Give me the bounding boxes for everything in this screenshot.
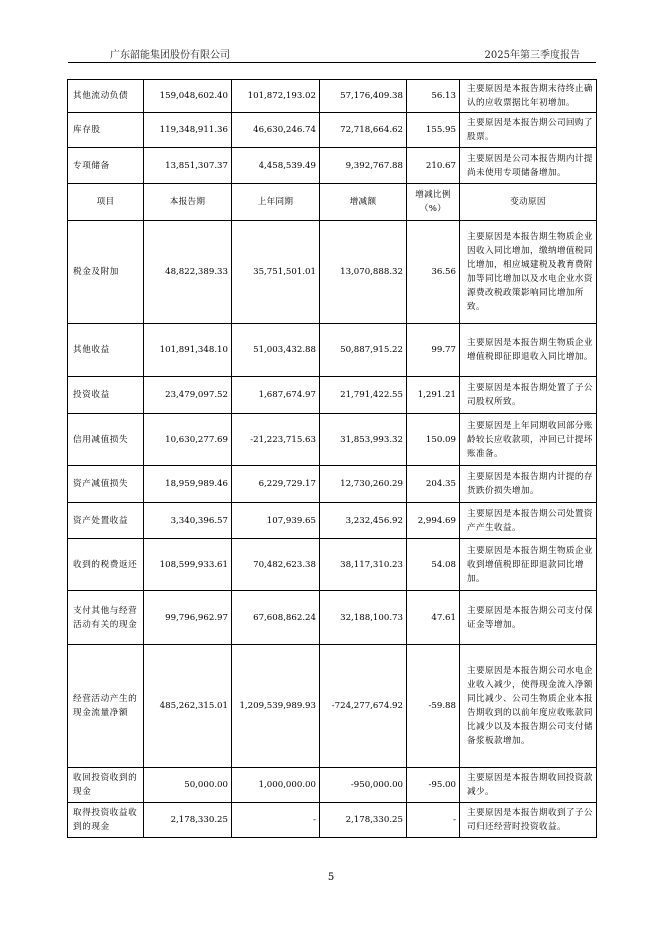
- row-change: -950,000.00: [320, 768, 407, 803]
- table-row: [68, 221, 597, 324]
- row-prior: 101,872,193.02: [232, 80, 320, 113]
- row-pct: -59.88: [407, 645, 460, 768]
- row-current: 101,891,348.10: [144, 324, 232, 377]
- table-row: [68, 539, 597, 591]
- col-item-header: 项目: [68, 184, 144, 221]
- table-row: [68, 324, 597, 377]
- row-current: 108,599,933.61: [144, 539, 232, 591]
- row-item: 收到的税费返还: [68, 539, 144, 591]
- row-pct: -: [407, 803, 460, 838]
- row-prior: 4,458,539.49: [232, 148, 320, 184]
- row-reason: 主要原因是本报告期收到了子公司归还经营时投资收益。: [460, 803, 597, 838]
- row-item: 收回投资收到的现金: [68, 768, 144, 803]
- row-current: 485,262,315.01: [144, 645, 232, 768]
- row-item: 资产减值损失: [68, 466, 144, 503]
- row-current: 10,630,277.69: [144, 414, 232, 466]
- table-row: [68, 591, 597, 645]
- row-reason: 主要原因是本报告期公司水电企业收入减少，使得现金流入净额同比减少、公司生物质企业本报告期收到的以前年度应收账款同比减少以及本报告期公司支付储备浆板款增加。: [460, 645, 597, 768]
- row-current: 159,048,602.40: [144, 80, 232, 113]
- row-item: 专项储备: [68, 148, 144, 184]
- row-item: 经营活动产生的现金流量净额: [68, 645, 144, 768]
- row-item: 取得投资收益收到的现金: [68, 803, 144, 838]
- table-row: [68, 148, 597, 184]
- row-item: 税金及附加: [68, 221, 144, 324]
- table-row: [68, 803, 597, 838]
- row-change: 13,070,888.32: [320, 221, 407, 324]
- row-item: 其他流动负债: [68, 80, 144, 113]
- row-change: 2,178,330.25: [320, 803, 407, 838]
- row-pct: 155.95: [407, 113, 460, 148]
- row-current: 48,822,389.33: [144, 221, 232, 324]
- col-current-header: 本报告期: [144, 184, 232, 221]
- row-prior: 1,687,674.97: [232, 377, 320, 414]
- row-change: 38,117,310.23: [320, 539, 407, 591]
- row-pct: 56.13: [407, 80, 460, 113]
- row-current: 23,479,097.52: [144, 377, 232, 414]
- row-change: -724,277,674.92: [320, 645, 407, 768]
- row-reason: 主要原因是本报告期生物质企业增值税即征即退收入同比增加。: [460, 324, 597, 377]
- page-number: 5: [327, 872, 335, 883]
- row-current: 50,000.00: [144, 768, 232, 803]
- row-pct: 2,994.69: [407, 503, 460, 539]
- row-prior: 1,000,000.00: [232, 768, 320, 803]
- row-reason: 主要原因是上年同期收回部分账龄较长应收款项，冲回已计提坏账准备。: [460, 414, 597, 466]
- table-row: [68, 503, 597, 539]
- row-pct: 204.35: [407, 466, 460, 503]
- row-reason: 主要原因是本报告期公司支付保证金等增加。: [460, 591, 597, 645]
- row-prior: -: [232, 803, 320, 838]
- page-header: [68, 40, 596, 63]
- table-row: [68, 377, 597, 414]
- row-reason: 主要原因是本报告期内计提的存货跌价损失增加。: [460, 466, 597, 503]
- row-change: 72,718,664.62: [320, 113, 407, 148]
- row-item: 支付其他与经营活动有关的现金: [68, 591, 144, 645]
- row-reason: 主要原因是本报告期收回投资款减少。: [460, 768, 597, 803]
- row-change: 57,176,409.38: [320, 80, 407, 113]
- row-pct: 47.61: [407, 591, 460, 645]
- financial-change-table: [67, 79, 597, 838]
- row-change: 31,853,993.32: [320, 414, 407, 466]
- row-prior: 107,939.65: [232, 503, 320, 539]
- row-prior: 67,608,862.24: [232, 591, 320, 645]
- row-pct: -95.00: [407, 768, 460, 803]
- row-prior: 70,482,623.38: [232, 539, 320, 591]
- row-current: 18,959,989.46: [144, 466, 232, 503]
- row-reason: 主要原因是本报告期生物质企业因收入同比增加，缴纳增值税同比增加，相应城建税及教育费附加等同比增加以及水电企业水资源费改税政策影响同比增加所致。: [460, 221, 597, 324]
- col-change-header: 增减额: [320, 184, 407, 221]
- table-row: [68, 414, 597, 466]
- row-item: 投资收益: [68, 377, 144, 414]
- row-item: 库存股: [68, 113, 144, 148]
- table-row: [68, 113, 597, 148]
- row-current: 13,851,307.37: [144, 148, 232, 184]
- col-pct-header: 增减比例（%）: [407, 184, 460, 221]
- col-reason-header: 变动原因: [460, 184, 597, 221]
- row-prior: 46,630,246.74: [232, 113, 320, 148]
- row-pct: 36.56: [407, 221, 460, 324]
- col-prior-header: 上年同期: [232, 184, 320, 221]
- row-reason: 主要原因是本报告期公司处置资产产生收益。: [460, 503, 597, 539]
- row-item: 信用减值损失: [68, 414, 144, 466]
- row-reason: 主要原因是本报告期处置了子公司股权所致。: [460, 377, 597, 414]
- row-change: 3,232,456.92: [320, 503, 407, 539]
- report-title: 2025年第三季度报告: [484, 50, 580, 61]
- row-pct: 210.67: [407, 148, 460, 184]
- table-row: [68, 80, 597, 113]
- row-item: 其他收益: [68, 324, 144, 377]
- row-pct: 150.09: [407, 414, 460, 466]
- table-row: [68, 466, 597, 503]
- row-prior: 35,751,501.01: [232, 221, 320, 324]
- company-name: 广东韶能集团股份有限公司: [110, 50, 230, 61]
- row-change: 12,730,260.29: [320, 466, 407, 503]
- row-reason: 主要原因是公司本报告期内计提尚未使用专项储备增加。: [460, 148, 597, 184]
- table-header-row: [68, 184, 597, 221]
- row-change: 32,188,100.73: [320, 591, 407, 645]
- row-reason: 主要原因是本报告期末待终止确认的应收票据比年初增加。: [460, 80, 597, 113]
- row-prior: 51,003,432.88: [232, 324, 320, 377]
- table-row: [68, 645, 597, 768]
- row-current: 3,340,396.57: [144, 503, 232, 539]
- row-prior: 1,209,539,989.93: [232, 645, 320, 768]
- row-change: 9,392,767.88: [320, 148, 407, 184]
- row-prior: 6,229,729.17: [232, 466, 320, 503]
- row-reason: 主要原因是本报告期公司回购了股票。: [460, 113, 597, 148]
- row-pct: 99.77: [407, 324, 460, 377]
- row-current: 2,178,330.25: [144, 803, 232, 838]
- row-prior: -21,223,715.63: [232, 414, 320, 466]
- row-pct: 54.08: [407, 539, 460, 591]
- row-current: 119,348,911.36: [144, 113, 232, 148]
- table-row: [68, 768, 597, 803]
- row-pct: 1,291.21: [407, 377, 460, 414]
- row-change: 21,791,422.55: [320, 377, 407, 414]
- row-change: 50,887,915.22: [320, 324, 407, 377]
- row-reason: 主要原因是本报告期生物质企业收到增值税即征即退款同比增加。: [460, 539, 597, 591]
- row-item: 资产处置收益: [68, 503, 144, 539]
- row-current: 99,796,962.97: [144, 591, 232, 645]
